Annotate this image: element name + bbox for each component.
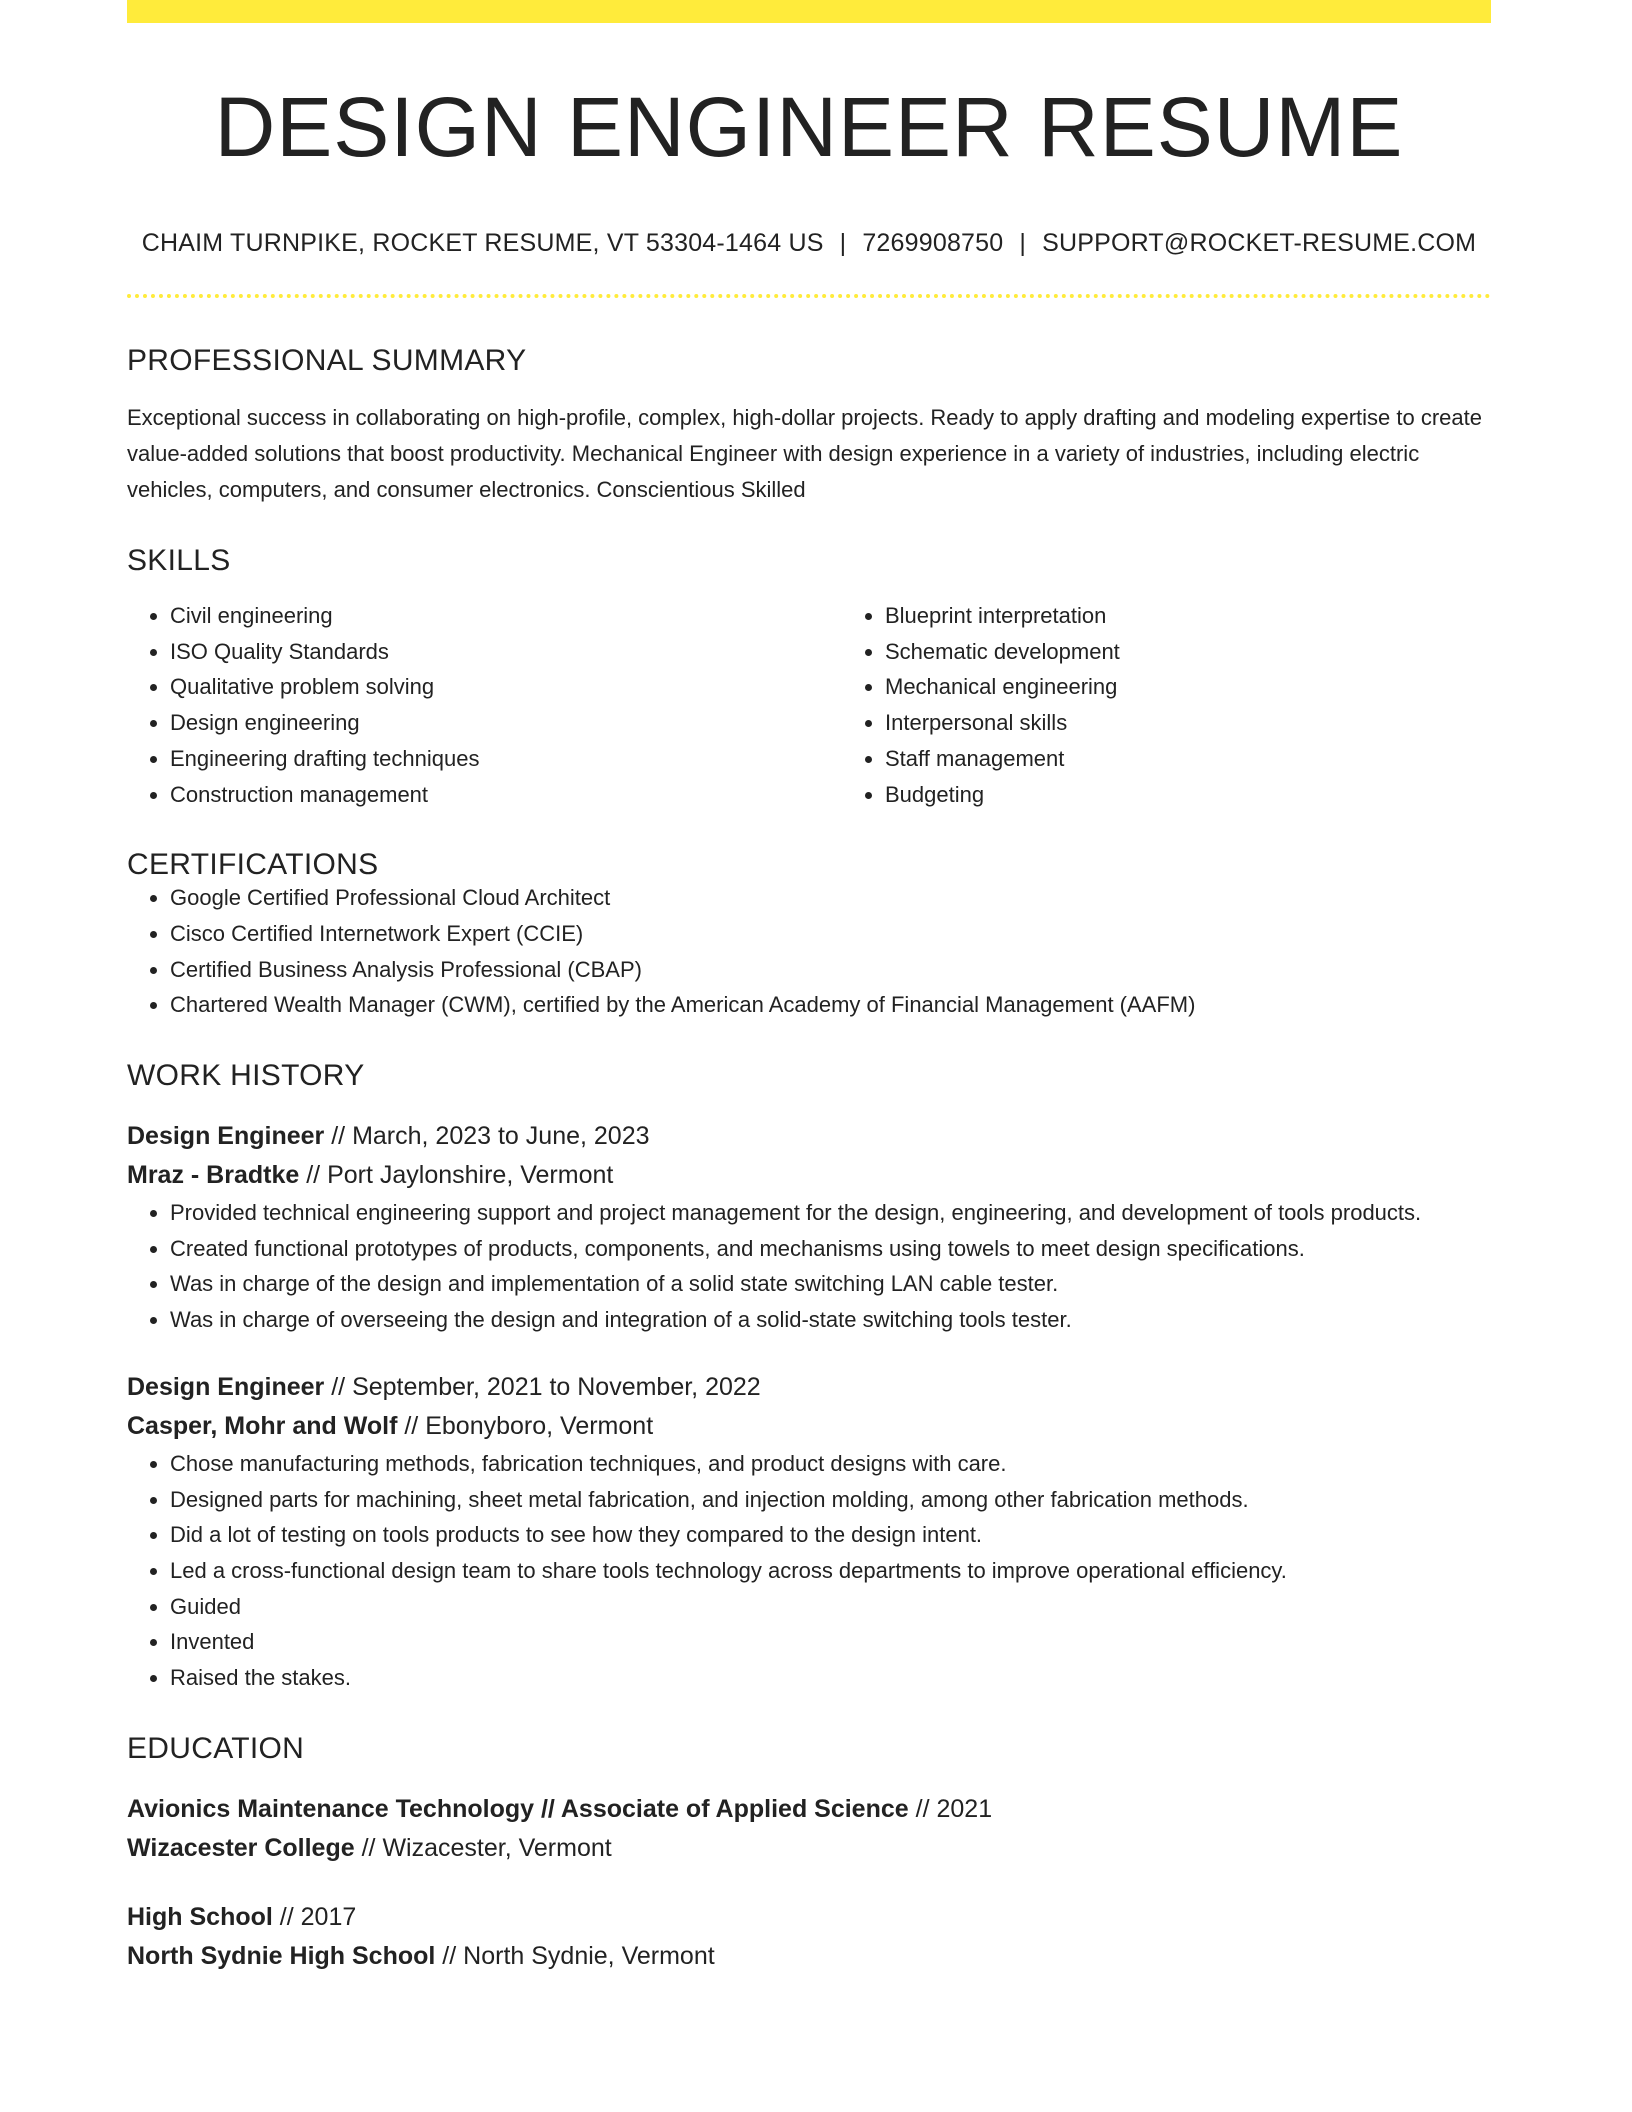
job-bullet: • Was in charge of overseeing the design and integration of a solid-state switching tools tester.: [170, 1302, 1491, 1338]
school-line: [127, 1937, 1491, 1976]
school-line: [127, 1829, 1491, 1868]
separator: //: [331, 1372, 346, 1401]
job-bullet: • Raised the stakes.: [170, 1660, 1491, 1696]
degree-line: [127, 1790, 1491, 1829]
graduation-year: 2017: [300, 1902, 357, 1931]
job-company-line: [127, 1407, 1491, 1446]
job-bullets: [127, 1195, 1491, 1338]
skill-item: • Design engineering: [170, 705, 842, 741]
skill-item: • Staff management: [885, 741, 1557, 777]
job-bullet: • Provided technical engineering support and project management for the design, engineering, and development of tools products.: [170, 1195, 1491, 1231]
graduation-year: 2021: [936, 1794, 993, 1823]
school-name: North Sydnie High School: [127, 1941, 436, 1970]
degree-line: [127, 1898, 1491, 1937]
job-title-line: [127, 1117, 1491, 1156]
job-bullet: • Was in charge of the design and implementation of a solid state switching LAN cable tester.: [170, 1266, 1491, 1302]
accent-bar: [127, 0, 1491, 23]
job-location: Ebonyboro, Vermont: [425, 1411, 654, 1440]
certifications-list: [127, 880, 1491, 1023]
skill-item: • Blueprint interpretation: [885, 598, 1557, 634]
skills-grid: [127, 598, 1491, 812]
skill-item: • Budgeting: [885, 777, 1557, 813]
degree: High School: [127, 1902, 273, 1931]
degree: Avionics Maintenance Technology // Associate of Applied Science: [127, 1794, 909, 1823]
job-bullet: • Created functional prototypes of products, components, and mechanisms using towels to meet design specifications.: [170, 1231, 1491, 1267]
job-title: Design Engineer: [127, 1122, 325, 1151]
work-history-heading: WORK HISTORY: [127, 1059, 365, 1093]
skills-list-right: [842, 598, 1557, 812]
contact-separator: |: [839, 229, 847, 257]
job-bullet: • Guided: [170, 1589, 1491, 1625]
separator: //: [404, 1411, 419, 1440]
separator: //: [331, 1122, 346, 1151]
page-title: DESIGN ENGINEER RESUME: [214, 80, 1404, 174]
resume-page: [127, 0, 1491, 1976]
contact-address: CHAIM TURNPIKE, ROCKET RESUME, VT 53304-1464 US: [141, 229, 824, 257]
divider: [127, 294, 1491, 298]
contact-separator: |: [1019, 229, 1027, 257]
skill-item: • Schematic development: [885, 634, 1557, 670]
certifications-heading: CERTIFICATIONS: [127, 848, 379, 882]
school-location: North Sydnie, Vermont: [463, 1941, 715, 1970]
education-entry: [127, 1790, 1491, 1868]
job-entry: [127, 1117, 1491, 1338]
certification-item: • Cisco Certified Internetwork Expert (CCIE): [170, 916, 1491, 952]
skill-item: • Mechanical engineering: [885, 669, 1557, 705]
skill-item: • Construction management: [170, 777, 842, 813]
job-bullets: [127, 1446, 1491, 1696]
job-title-line: [127, 1368, 1491, 1407]
separator: //: [915, 1794, 930, 1823]
skills-heading: SKILLS: [127, 544, 231, 577]
summary-heading: PROFESSIONAL SUMMARY: [127, 344, 527, 377]
skills-list-left: [127, 598, 842, 812]
skill-item: • ISO Quality Standards: [170, 634, 842, 670]
job-bullet: • Chose manufacturing methods, fabrication techniques, and product designs with care.: [170, 1446, 1491, 1482]
skill-item: • Civil engineering: [170, 598, 842, 634]
job-company: Mraz - Bradtke: [127, 1161, 300, 1190]
job-bullet: • Did a lot of testing on tools products to see how they compared to the design intent.: [170, 1517, 1491, 1553]
separator: //: [279, 1902, 294, 1931]
separator: //: [306, 1161, 321, 1190]
contact-line: [127, 231, 1491, 256]
job-location: Port Jaylonshire, Vermont: [327, 1161, 614, 1190]
certification-item: • Certified Business Analysis Professional (CBAP): [170, 952, 1491, 988]
job-company: Casper, Mohr and Wolf: [127, 1411, 398, 1440]
job-company-line: [127, 1156, 1491, 1195]
job-dates: September, 2021 to November, 2022: [352, 1372, 761, 1401]
summary-text: Exceptional success in collaborating on high-profile, complex, high-dollar projects. Ready to apply drafting and modeling expertise to create value-added solutions that boost productivity. Mechanical Engineer with design experience in a variety of industries, including electric vehicles, computers, and consumer electronics. Conscientious Skilled: [127, 405, 1482, 502]
skill-item: • Qualitative problem solving: [170, 669, 842, 705]
education-heading: EDUCATION: [127, 1731, 305, 1765]
job-bullet: • Led a cross-functional design team to share tools technology across departments to improve operational efficiency.: [170, 1553, 1491, 1589]
job-title: Design Engineer: [127, 1372, 325, 1401]
contact-email: SUPPORT@ROCKET-RESUME.COM: [1042, 229, 1477, 257]
job-entry: [127, 1368, 1491, 1696]
skill-item: • Interpersonal skills: [885, 705, 1557, 741]
contact-phone: 7269908750: [862, 229, 1004, 257]
job-bullet: • Invented: [170, 1624, 1491, 1660]
school-name: Wizacester College: [127, 1833, 355, 1862]
job-bullet: • Designed parts for machining, sheet metal fabrication, and injection molding, among other fabrication methods.: [170, 1482, 1491, 1518]
separator: //: [442, 1941, 457, 1970]
certification-item: • Chartered Wealth Manager (CWM), certified by the American Academy of Financial Management (AAFM): [170, 987, 1491, 1023]
job-dates: March, 2023 to June, 2023: [352, 1122, 650, 1151]
skill-item: • Engineering drafting techniques: [170, 741, 842, 777]
education-entry: [127, 1898, 1491, 1976]
separator: //: [361, 1833, 376, 1862]
certification-item: • Google Certified Professional Cloud Architect: [170, 880, 1491, 916]
school-location: Wizacester, Vermont: [382, 1833, 612, 1862]
